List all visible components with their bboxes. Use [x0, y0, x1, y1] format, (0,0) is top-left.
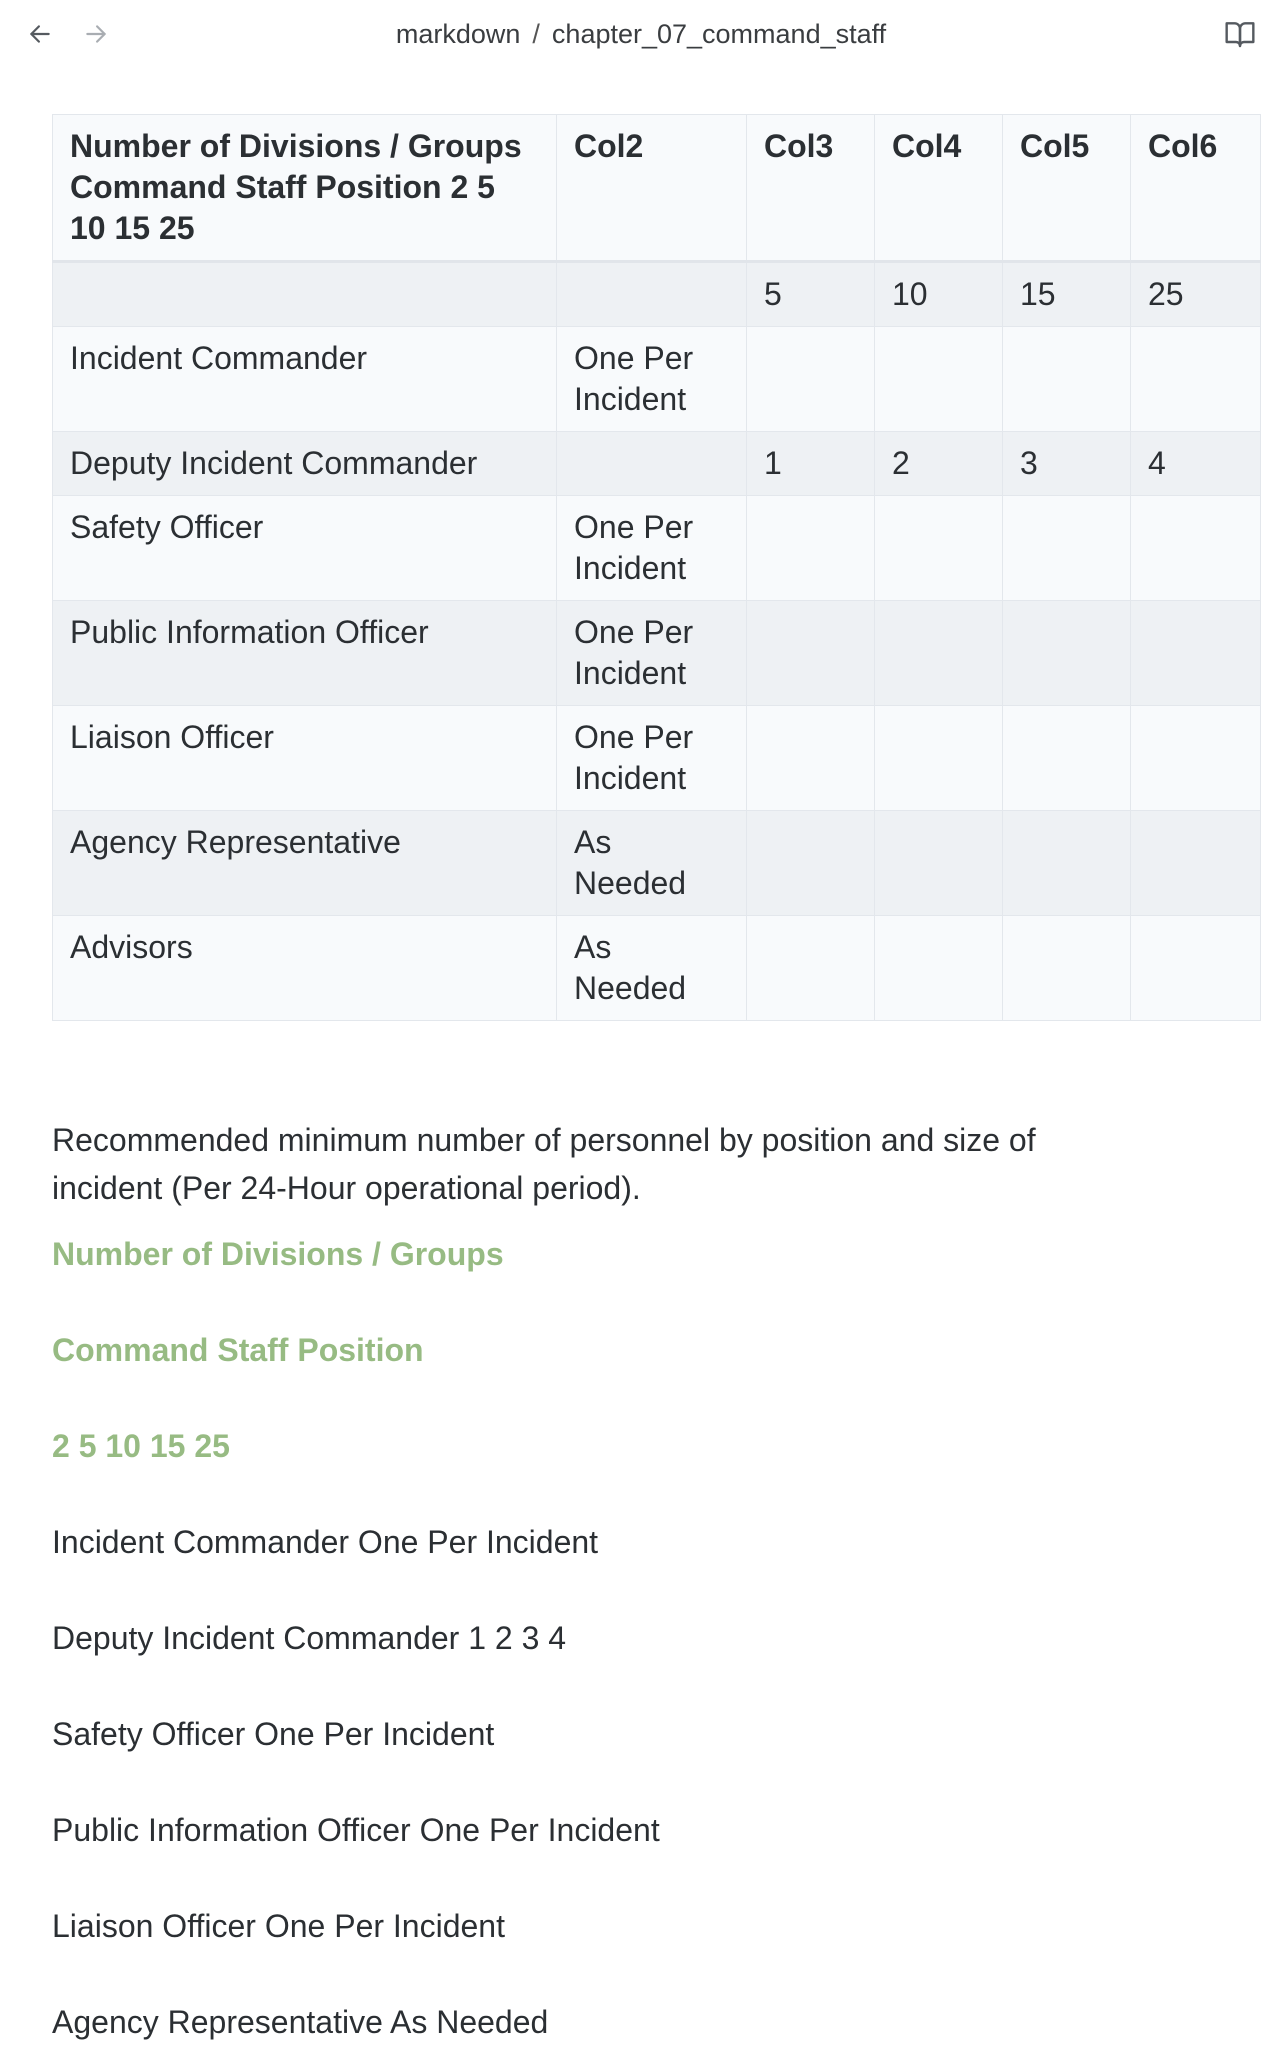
table-row — [53, 262, 1261, 327]
table-cell: Deputy Incident Commander — [53, 432, 557, 496]
table-cell: 10 — [875, 262, 1003, 327]
text-line: Liaison Officer One Per Incident — [52, 1908, 505, 1944]
table-cell — [1131, 496, 1261, 601]
section-heading: Command Staff Position — [52, 1332, 424, 1368]
table-header-cell: Number of Divisions / Groups Command Staff Position 2 5 10 15 25 — [53, 115, 557, 262]
table-cell — [1131, 706, 1261, 811]
book-open-icon — [1224, 18, 1256, 50]
table-row — [53, 811, 1261, 916]
table-cell: 25 — [1131, 262, 1261, 327]
table-cell: 3 — [1003, 432, 1131, 496]
table-cell — [1003, 706, 1131, 811]
text-line: Public Information Officer One Per Incident — [52, 1812, 660, 1848]
table-body — [53, 262, 1261, 1021]
table-cell — [875, 811, 1003, 916]
table-row — [53, 916, 1261, 1021]
table-cell — [557, 262, 747, 327]
breadcrumb-root[interactable]: markdown — [395, 18, 521, 49]
text-line: Incident Commander One Per Incident — [52, 1524, 599, 1560]
table-cell — [1003, 496, 1131, 601]
table-cell — [747, 811, 875, 916]
table-cell — [875, 916, 1003, 1021]
section-heading: 2 5 10 15 25 — [52, 1428, 230, 1464]
table-cell — [1131, 327, 1261, 432]
table-cell — [747, 496, 875, 601]
table-cell: One Per Incident — [557, 706, 747, 811]
table-cell — [1131, 811, 1261, 916]
reader-mode-button[interactable] — [1222, 16, 1258, 52]
forward-button[interactable] — [80, 18, 112, 50]
table-cell — [1003, 811, 1131, 916]
table-cell — [1131, 601, 1261, 706]
top-bar — [0, 0, 1282, 68]
text-line: Agency Representative As Needed — [52, 2004, 549, 2040]
table-header-cell: Col5 — [1003, 115, 1131, 262]
table-header-cell: Col6 — [1131, 115, 1261, 262]
breadcrumb-current: chapter_07_command_staff — [551, 18, 887, 49]
table-cell — [875, 706, 1003, 811]
table-cell — [1131, 916, 1261, 1021]
table-cell: Agency Representative — [53, 811, 557, 916]
table-cell: 1 — [747, 432, 875, 496]
table-row — [53, 432, 1261, 496]
table-cell: Liaison Officer — [53, 706, 557, 811]
table-header-row — [53, 115, 1261, 262]
table-cell — [1003, 327, 1131, 432]
table-row — [53, 496, 1261, 601]
table-cell — [747, 916, 875, 1021]
table-cell — [53, 262, 557, 327]
breadcrumb-separator: / — [532, 18, 540, 49]
table-cell: Public Information Officer — [53, 601, 557, 706]
breadcrumb — [0, 0, 1282, 68]
table-row — [53, 601, 1261, 706]
section-heading: Number of Divisions / Groups — [52, 1236, 504, 1272]
table-cell — [875, 496, 1003, 601]
table-cell: 4 — [1131, 432, 1261, 496]
back-button[interactable] — [24, 18, 56, 50]
table-cell: 2 — [875, 432, 1003, 496]
command-staff-table — [52, 114, 1261, 1021]
arrow-right-icon — [83, 21, 109, 47]
table-cell: Advisors — [53, 916, 557, 1021]
document-content — [52, 114, 1262, 2040]
table-cell: 15 — [1003, 262, 1131, 327]
table-cell: One Per Incident — [557, 327, 747, 432]
table-cell: Safety Officer — [53, 496, 557, 601]
table-cell: As Needed — [557, 811, 747, 916]
table-cell — [875, 327, 1003, 432]
text-line: Deputy Incident Commander 1 2 3 4 — [52, 1620, 567, 1656]
table-cell: 5 — [747, 262, 875, 327]
table-cell — [1003, 916, 1131, 1021]
table-cell — [557, 432, 747, 496]
table-cell: One Per Incident — [557, 496, 747, 601]
table-cell — [747, 706, 875, 811]
arrow-left-icon — [27, 21, 53, 47]
table-caption: Recommended minimum number of personnel by position and size of incident (Per 24-Hour operational period). — [52, 1122, 1036, 1206]
table-cell — [747, 601, 875, 706]
text-line: Safety Officer One Per Incident — [52, 1716, 495, 1752]
table-cell: One Per Incident — [557, 601, 747, 706]
table-cell: Incident Commander — [53, 327, 557, 432]
table-cell — [1003, 601, 1131, 706]
table-header-cell: Col4 — [875, 115, 1003, 262]
table-row — [53, 327, 1261, 432]
table-cell — [747, 327, 875, 432]
table-row — [53, 706, 1261, 811]
table-cell — [875, 601, 1003, 706]
table-cell: As Needed — [557, 916, 747, 1021]
table-header-cell: Col3 — [747, 115, 875, 262]
table-header-cell: Col2 — [557, 115, 747, 262]
